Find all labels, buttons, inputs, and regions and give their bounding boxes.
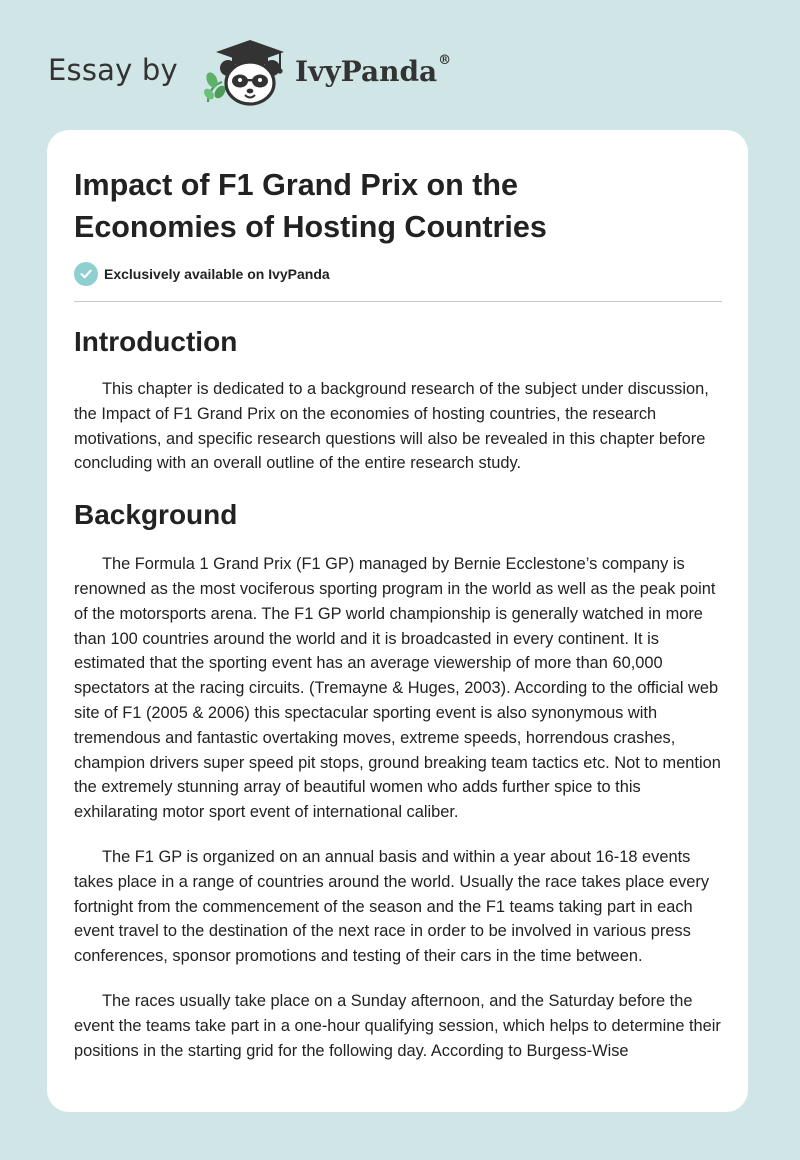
divider bbox=[74, 301, 722, 302]
page-title bbox=[74, 164, 724, 248]
essay-by-label: Essay by bbox=[48, 53, 178, 87]
paragraph: This chapter is dedicated to a background research of the subject under discussion, the Impact of F1 Grand Prix on the economies of hosting countries, the research motivations, and specific research questions will also be revealed in this chapter before concluding with an overall outline of the entire research study. bbox=[74, 380, 709, 473]
check-icon bbox=[74, 262, 98, 286]
exclusive-badge bbox=[74, 261, 724, 287]
essay-card bbox=[47, 130, 748, 1112]
paragraph: The Formula 1 Grand Prix (F1 GP) managed by Bernie Ecclestone’s company is renowned as the most vociferous sporting program in the world as well as the peak point of the motorsports arena. The F1 GP world championship is generally watched in more than 100 countries around the world and it is broadcasted in every continent. It is estimated that the sporting event has an average viewership of more than 60,000 spectators at the racing circuits. (Tremayne & Huges, 2003). According to the official web site of F1 (2005 & 2006) this spectacular sporting event is also synonymous with tremendous and fantastic overtaking moves, extreme speeds, horrendous crashes, champion drivers super speed pit stops, ground breaking team tactics etc. Not to mention the extremely stunning array of beautiful women who adds further spice to this exhilarating motor sport event of international caliber. bbox=[74, 555, 721, 822]
panda-graduate-icon bbox=[202, 36, 292, 108]
registered-mark: ® bbox=[438, 53, 452, 68]
section-heading-background: Background bbox=[74, 499, 238, 531]
paragraph: The F1 GP is organized on an annual basis and within a year about 16-18 events takes place in a range of countries around the world. Usually the race takes place every fortnight from the commencement of the season and the F1 teams taking part in each event travel to the destination of the next race in order to be involved in various press conferences, sponsor promotions and testing of their cars in the time between. bbox=[74, 847, 710, 966]
title-line-1: Impact of F1 Grand Prix on the bbox=[74, 168, 519, 202]
paragraph: The races usually take place on a Sunday afternoon, and the Saturday before the event the teams take part in a one-hour qualifying session, which helps to determine their positions in the starting grid for the following day. According to Burgess-Wise bbox=[74, 991, 721, 1060]
essay-content bbox=[74, 164, 724, 1063]
exclusive-badge-label: Exclusively available on IvyPanda bbox=[104, 266, 330, 282]
title-line-2: Economies of Hosting Countries bbox=[74, 210, 547, 244]
site-header bbox=[48, 36, 508, 112]
section-heading-introduction: Introduction bbox=[74, 326, 238, 357]
leaf-icon bbox=[202, 71, 228, 102]
brand-name[interactable]: IvyPanda® bbox=[295, 53, 452, 88]
